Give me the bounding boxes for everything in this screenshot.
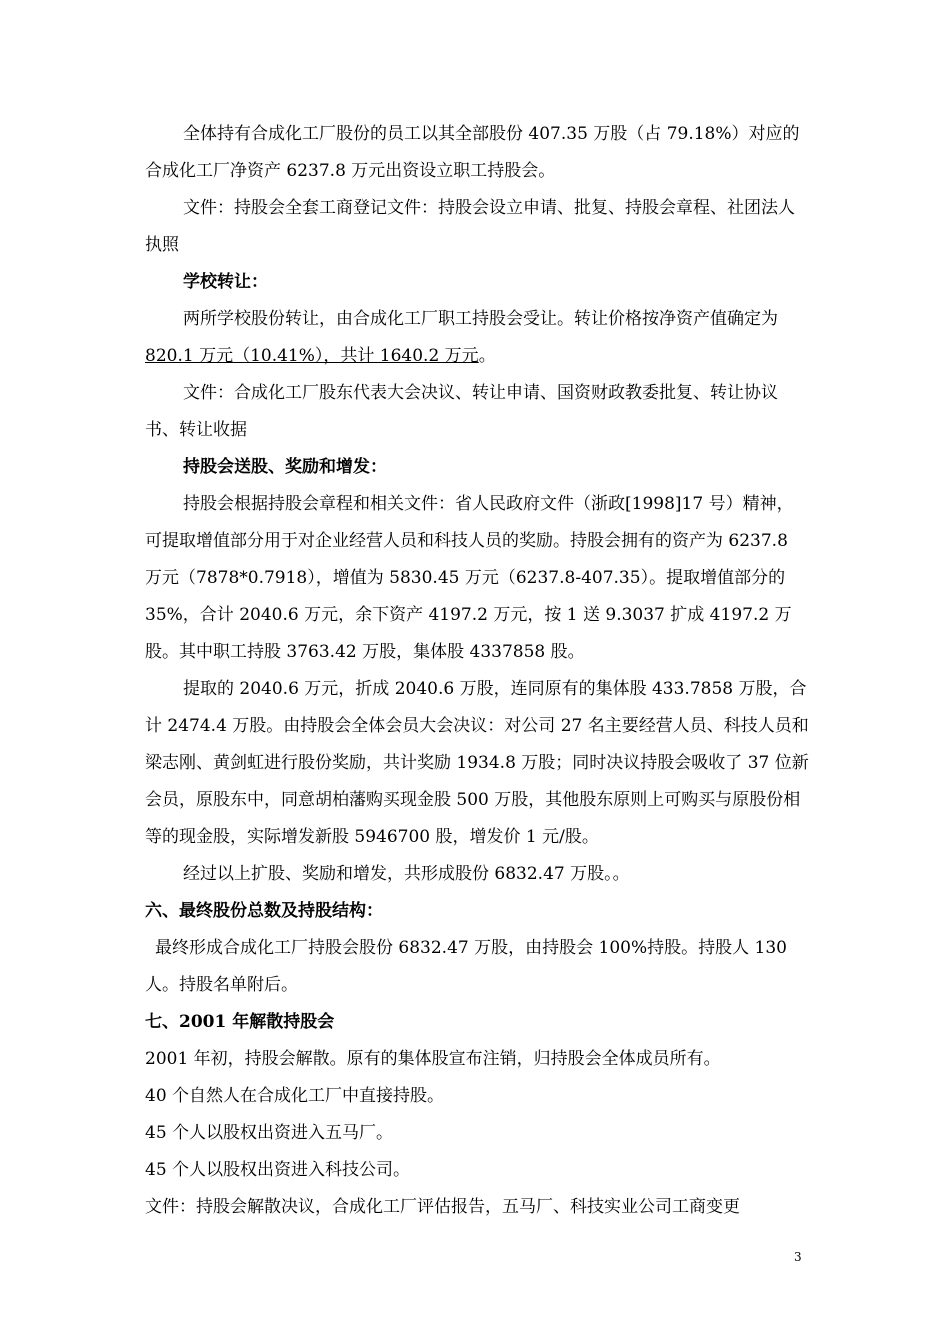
page-number: 3	[794, 1250, 802, 1264]
document-body	[145, 116, 810, 1226]
paragraph-direct-holders: 40 个自然人在合成化工厂中直接持股。	[145, 1086, 445, 1106]
heading-section-six: 六、最终股份总数及持股结构：	[145, 901, 383, 921]
paragraph-wuma-investment: 45 个人以股权出资进入五马厂。	[145, 1123, 394, 1143]
paragraph-total-shares: 经过以上扩股、奖励和增发，共形成股份 6832.47 万股。。	[183, 864, 630, 884]
transfer-price-underlined: 820.1 万元（10.41%），共计 1640.2 万元	[145, 346, 479, 366]
paragraph-final-structure: 最终形成合成化工厂持股会股份 6832.47 万股，由持股会 100%持股。持股人 130 人。持股名单附后。	[145, 938, 787, 995]
paragraph-bonus-allocation: 提取的 2040.6 万元，折成 2040.6 万股，连同原有的集体股 433.7858 万股，合计 2474.4 万股。由持股会全体会员大会决议：对公司 27 名主要经营人员、科技人员和梁志刚、黄剑虹进行股份奖励，共计奖励 1934.8 万股；同时决议持股会吸收了 37 位新会员，原股东中，同意胡柏藩购买现金股 500 万股，其他股东原则上可购买与原股份相等的现金股，实际增发新股 5946700 股，增发价 1 元/股。	[145, 679, 809, 847]
heading-bonus-shares: 持股会送股、奖励和增发：	[183, 457, 387, 477]
paragraph-tech-investment: 45 个人以股权出资进入科技公司。	[145, 1160, 411, 1180]
paragraph-dissolution-files: 文件：持股会解散决议，合成化工厂评估报告，五马厂、科技实业公司工商变更	[145, 1197, 740, 1217]
paragraph-employee-holding: 全体持有合成化工厂股份的员工以其全部股份 407.35 万股（占 79.18%）对应的合成化工厂净资产 6237.8 万元出资设立职工持股会。	[145, 124, 800, 181]
transfer-text: 两所学校股份转让，由合成化工厂职工持股会受让。转让价格按净资产值确定为	[183, 309, 778, 329]
paragraph-registration-files: 文件：持股会全套工商登记文件：持股会设立申请、批复、持股会章程、社团法人执照	[145, 198, 795, 255]
paragraph-transfer-files: 文件：合成化工厂股东代表大会决议、转让申请、国资财政教委批复、转让协议书、转让收据	[145, 383, 778, 440]
heading-school-transfer: 学校转让：	[183, 272, 268, 292]
paragraph-school-transfer	[145, 301, 810, 375]
transfer-end: 。	[478, 346, 496, 366]
heading-section-seven: 七、2001 年解散持股会	[145, 1012, 335, 1032]
paragraph-dissolution: 2001 年初，持股会解散。原有的集体股宣布注销，归持股会全体成员所有。	[145, 1049, 721, 1069]
paragraph-bonus-basis: 持股会根据持股会章程和相关文件：省人民政府文件（浙政[1998]17 号）精神，可提取增值部分用于对企业经营人员和科技人员的奖励。持股会拥有的资产为 6237.8 万元（7878*0.7918），增值为 5830.45 万元（6237.8-407.35）。提取增值部分的 35%，合计 2040.6 万元，余下资产 4197.2 万元，按 1 送 9.3037 扩成 4197.2 万股。其中职工持股 3763.42 万股，集体股 4337858 股。	[145, 494, 794, 662]
